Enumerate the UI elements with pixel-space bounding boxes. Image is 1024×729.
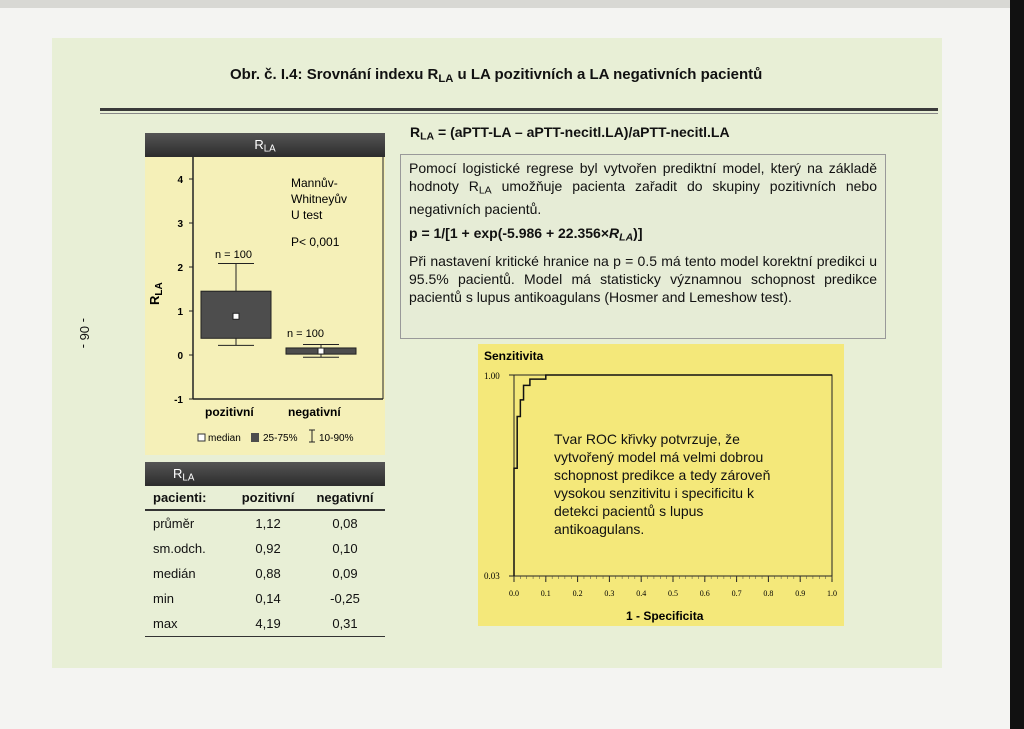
cell: 0,14 bbox=[255, 591, 281, 606]
cell: 0,92 bbox=[255, 541, 281, 556]
page-number: - 06 - bbox=[77, 318, 92, 349]
y-label-r: R bbox=[147, 295, 162, 305]
roc-x-tick-label: 0.5 bbox=[668, 589, 678, 598]
table-header-row bbox=[145, 486, 385, 510]
table-row bbox=[145, 561, 385, 586]
roc-x-tick-label: 0.0 bbox=[509, 589, 519, 598]
title-before: Obr. č. I.4: Srovnání indexu R bbox=[230, 66, 439, 83]
test-line-3: U test bbox=[291, 208, 323, 222]
cell: průměr bbox=[153, 516, 195, 531]
boxplot-y-tick-label: 2 bbox=[177, 263, 183, 274]
roc-x-tick-label: 0.3 bbox=[604, 589, 615, 598]
median-marker bbox=[233, 313, 239, 319]
roc-x-tick-label: 0.9 bbox=[795, 589, 806, 598]
roc-x-tick-label: 0.8 bbox=[763, 589, 774, 598]
info-paragraph-3: Při nastavení kritické hranice na p = 0.5 má tento model korektní predikci u 95.5% pacientů. Model má statisticky významnou schopnost predikce pacientů s lupus antikoagulans (Hosmer and Lemeshow test). bbox=[409, 253, 877, 306]
cell: medián bbox=[153, 566, 196, 581]
boxplot-y-tick-label: 3 bbox=[177, 219, 183, 230]
stats-table-panel bbox=[145, 462, 385, 637]
cell: 0,88 bbox=[255, 566, 281, 581]
legend-median: median bbox=[208, 433, 241, 444]
roc-x-tick-label: 0.2 bbox=[572, 589, 583, 598]
model-info-box bbox=[400, 154, 886, 339]
boxplot-panel bbox=[145, 133, 385, 455]
table-row bbox=[145, 536, 385, 561]
boxplot-header-sub: LA bbox=[263, 143, 276, 155]
n-negative-label: n = 100 bbox=[287, 328, 325, 340]
roc-x-label: 1 - Specificita bbox=[626, 609, 704, 623]
info-paragraph-1: Pomocí logistické regrese byl vytvořen prediktní model, který na základě hodnoty $R_{LA}$ umožňuje pacienta zařadit do skupiny pozitivních nebo negativních pacientů. bbox=[409, 160, 877, 217]
cell: 0,09 bbox=[332, 566, 358, 581]
frame-right bbox=[1010, 0, 1024, 729]
cell: 0,10 bbox=[332, 541, 358, 556]
formula-sub: LA bbox=[420, 130, 435, 143]
cell: 0,31 bbox=[305, 611, 385, 637]
table-header-sub: LA bbox=[182, 472, 195, 484]
col-header: negativní bbox=[305, 486, 385, 510]
median-marker bbox=[318, 348, 324, 354]
y-label-sub: LA bbox=[154, 282, 165, 296]
legend-iqr-swatch bbox=[251, 433, 259, 442]
p-value: P< 0,001 bbox=[291, 235, 340, 249]
roc-x-tick-label: 1.0 bbox=[827, 589, 837, 598]
stats-table bbox=[145, 486, 385, 637]
roc-y-bottom: 0.03 bbox=[484, 571, 500, 581]
boxplot-y-tick-label: 1 bbox=[177, 307, 183, 318]
roc-x-tick-label: 0.4 bbox=[636, 589, 647, 598]
roc-y-label: Senzitivita bbox=[484, 349, 544, 363]
col-header: pozitivní bbox=[231, 486, 305, 510]
cell: min bbox=[153, 591, 174, 606]
boxplot-svg bbox=[145, 133, 385, 455]
cell: max bbox=[145, 611, 231, 637]
title-sub: LA bbox=[438, 72, 454, 85]
table-row bbox=[145, 586, 385, 611]
roc-panel bbox=[478, 344, 844, 626]
boxplot-y-tick-label: -1 bbox=[174, 395, 183, 406]
title-after: u LA pozitivních a LA negativních pacientů bbox=[453, 66, 763, 83]
stats-table-header bbox=[145, 462, 385, 486]
cell: 1,12 bbox=[255, 516, 281, 531]
formula-r: R bbox=[410, 124, 421, 140]
cell: -0,25 bbox=[330, 591, 360, 606]
test-line-2: Whitneyův bbox=[291, 192, 348, 206]
cell: 4,19 bbox=[231, 611, 305, 637]
roc-x-tick-label: 0.1 bbox=[540, 589, 551, 598]
roc-x-tick-label: 0.6 bbox=[699, 589, 710, 598]
info-model-formula: $p = 1/[1 + \exp(-5.986 + 22.356\times R_{LA})]$ bbox=[409, 224, 643, 244]
col-header: pacienti: bbox=[145, 486, 231, 510]
rla-formula bbox=[410, 124, 730, 143]
boxplot-y-tick-label: 0 bbox=[177, 351, 183, 362]
roc-description: Tvar ROC křivky potvrzuje, že vytvořený model má velmi dobrou schopnost predikce a tedy zároveň vysokou senzitivitu i specificitu k detekci pacientů s lupus antikoagulans. bbox=[554, 431, 771, 537]
roc-x-tick-label: 0.7 bbox=[731, 589, 742, 598]
test-line-1: Mannův- bbox=[291, 176, 338, 190]
figure-title bbox=[230, 66, 762, 85]
title-rule-thin bbox=[100, 113, 938, 114]
n-positive-label: n = 100 bbox=[215, 249, 253, 261]
x-label-negative: negativní bbox=[288, 405, 341, 419]
formula-rest: = (aPTT-LA – aPTT-necitl.LA)/aPTT-necitl.LA bbox=[434, 124, 730, 140]
boxplot-y-label bbox=[147, 282, 165, 305]
frame-top bbox=[0, 0, 1024, 8]
legend-median-swatch bbox=[198, 434, 205, 441]
table-header-main: R bbox=[173, 466, 183, 481]
boxplot-header-main: R bbox=[254, 137, 264, 152]
table-row bbox=[145, 611, 385, 637]
roc-y-top: 1.00 bbox=[484, 371, 500, 381]
legend-iqr: 25-75% bbox=[263, 433, 298, 444]
cell: 0,08 bbox=[332, 516, 358, 531]
cell: sm.odch. bbox=[153, 541, 206, 556]
legend-range-swatch bbox=[309, 430, 315, 442]
x-label-positive: pozitivní bbox=[205, 405, 254, 419]
boxplot-y-tick-label: 4 bbox=[177, 175, 183, 186]
title-rule bbox=[100, 108, 938, 111]
table-row bbox=[145, 510, 385, 536]
legend-range: 10-90% bbox=[319, 433, 354, 444]
